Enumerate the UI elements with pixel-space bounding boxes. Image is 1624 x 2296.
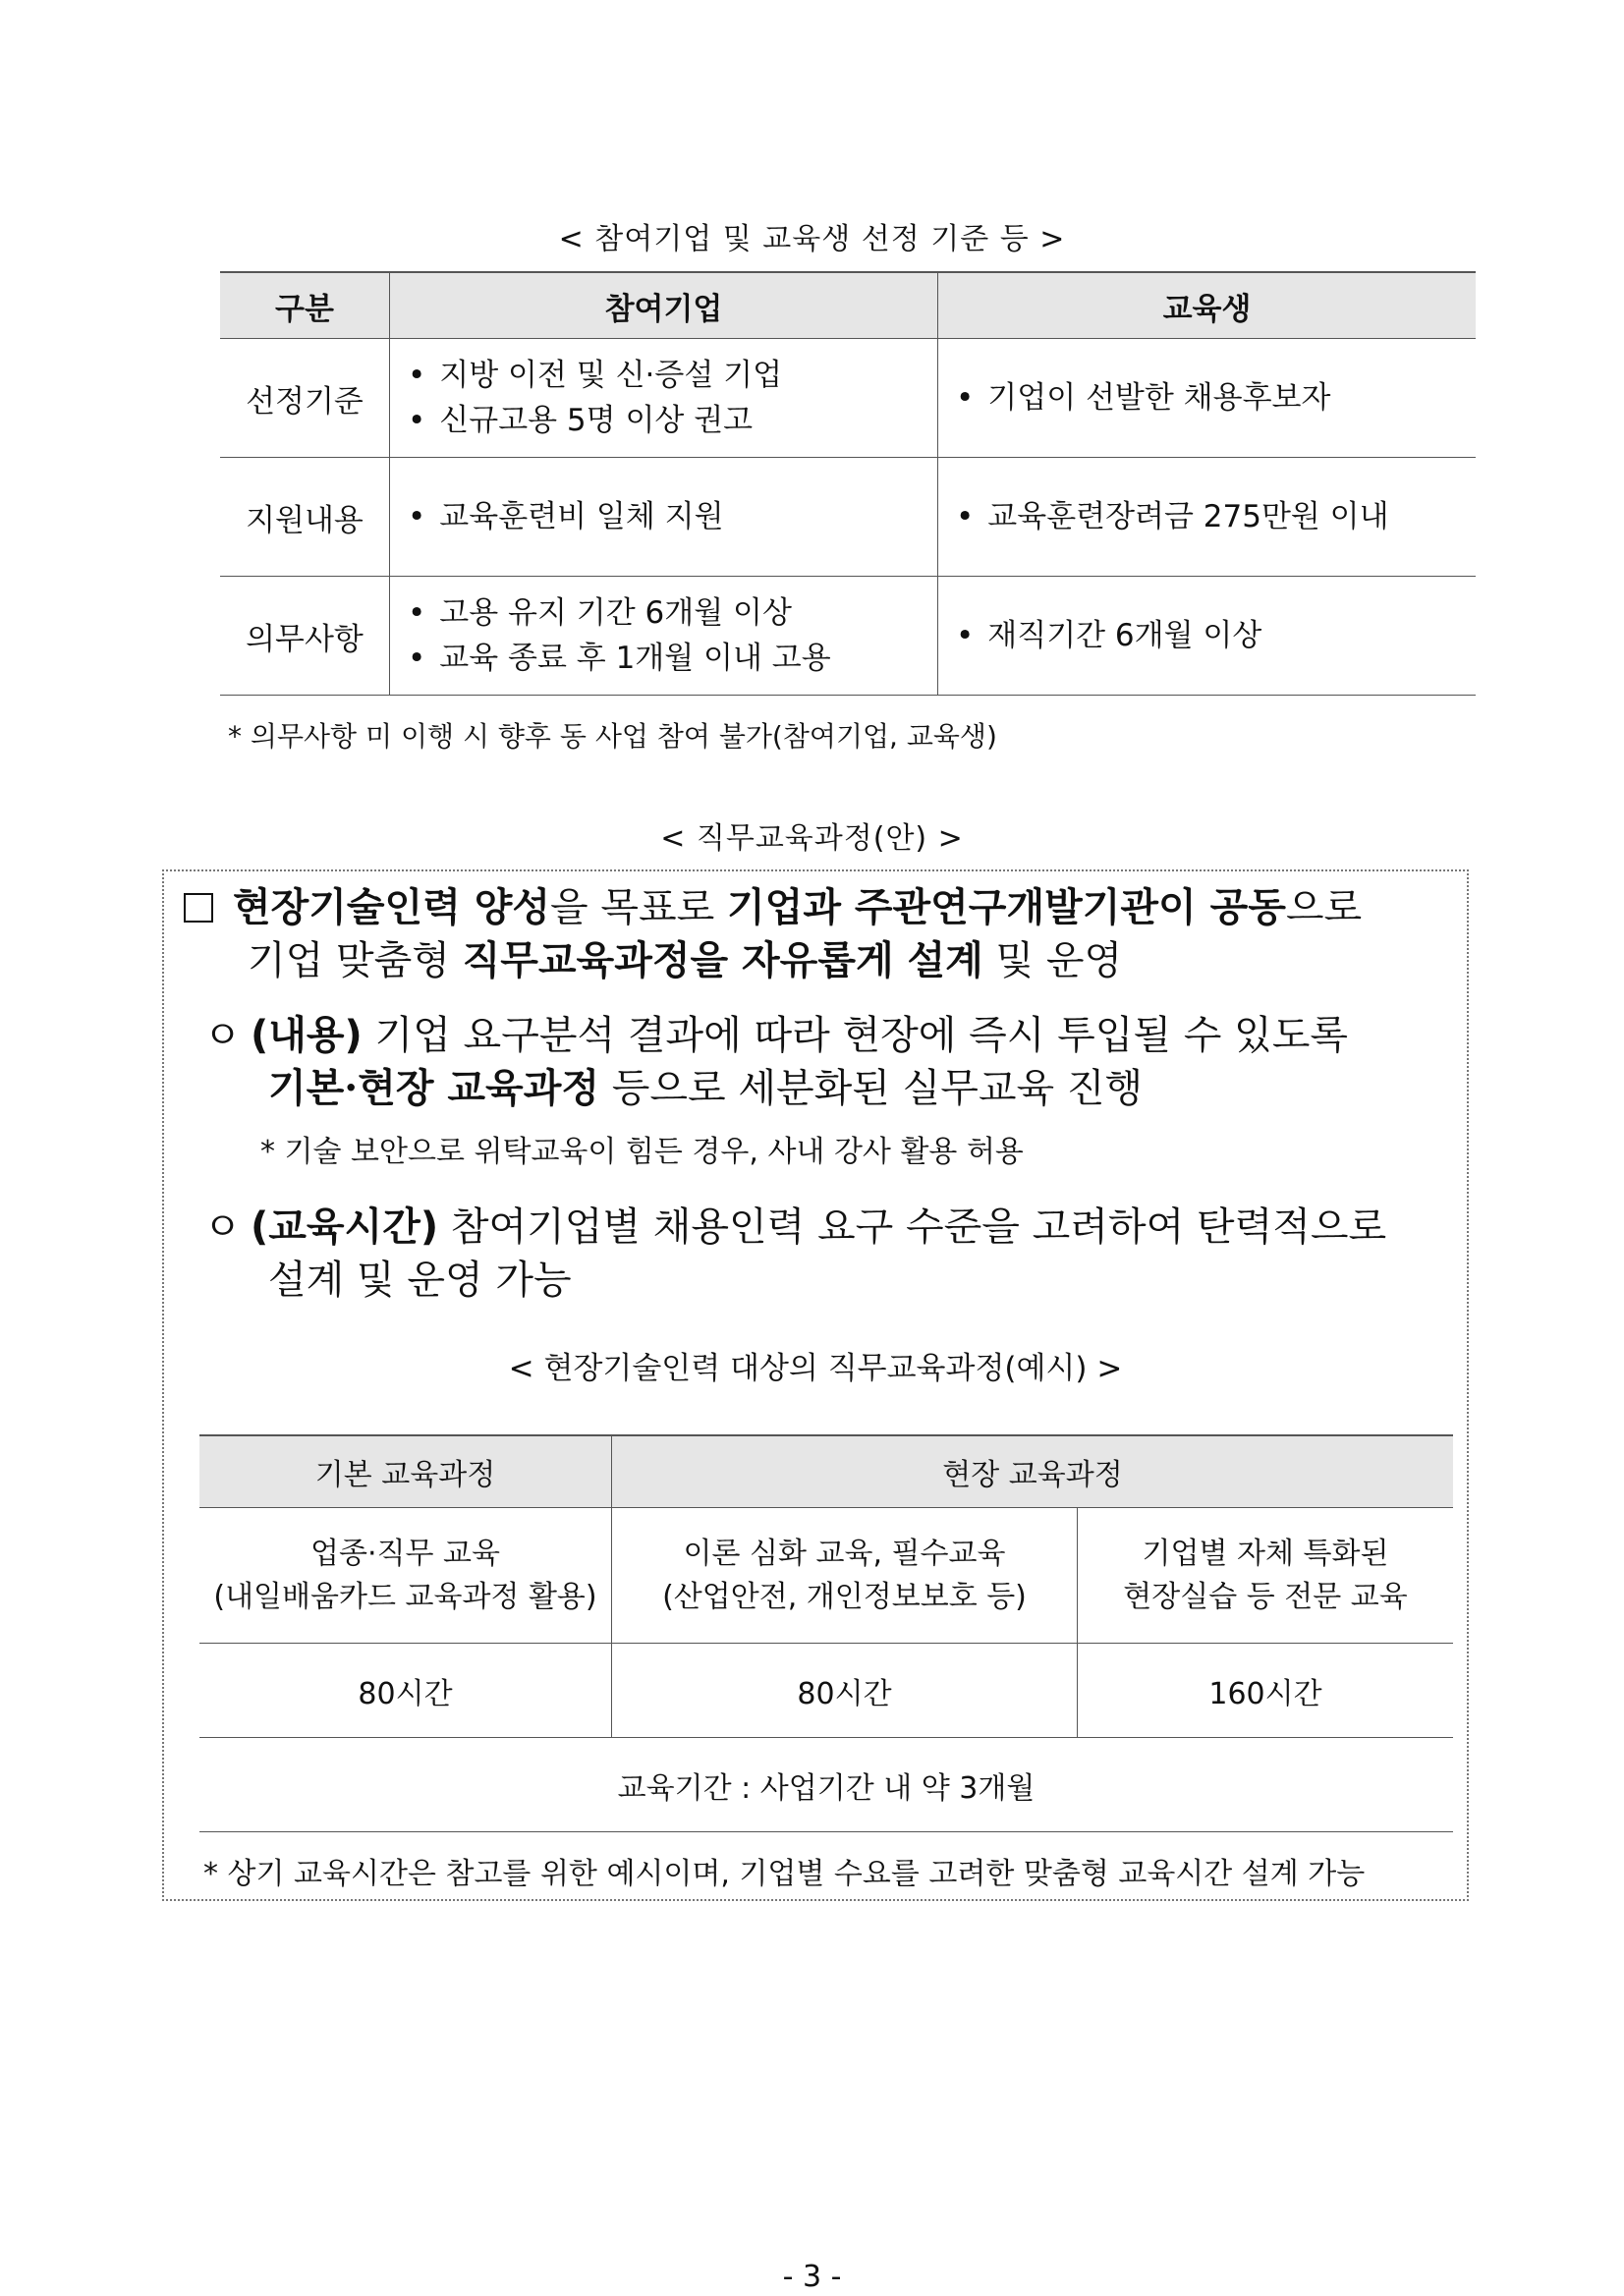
page-number: - 3 - — [782, 2260, 842, 2294]
table-row — [199, 1644, 1453, 1738]
content-bullet: ㅇ (내용) 기업 요구분석 결과에 따라 현장에 즉시 투입될 수 있도록 기본·현장 교육과정 등으로 세분화된 실무교육 진행 — [203, 1009, 1451, 1115]
selection-criteria-table — [220, 271, 1476, 696]
list-item: • 고용 유지 기간 6개월 이상 — [408, 590, 920, 636]
row-label: 의무사항 — [220, 577, 390, 696]
hours-bullet: ㅇ (교육시간) 참여기업별 채용인력 요구 수준을 고려하여 탄력적으로 설계 및 운영 가능 — [203, 1201, 1451, 1307]
content-cell: 업종·직무 교육 (내일배움카드 교육과정 활용) — [199, 1508, 612, 1644]
period-cell: 교육기간 : 사업기간 내 약 3개월 — [199, 1738, 1453, 1832]
table-row — [199, 1738, 1453, 1832]
header-basic: 기본 교육과정 — [199, 1435, 612, 1508]
course-box — [162, 869, 1469, 1901]
checkbox-square-icon — [184, 893, 213, 923]
circle-bullet-icon: ㅇ — [203, 1013, 242, 1058]
course-caption: < 직무교육과정(안) > — [660, 821, 964, 856]
header-trainee: 교육생 — [938, 272, 1477, 339]
trainee-cell — [938, 458, 1477, 577]
list-item: • 재직기간 6개월 이상 — [956, 613, 1458, 658]
table1-note: * 의무사항 미 이행 시 향후 동 사업 참여 불가(참여기업, 교육생) — [228, 720, 997, 753]
hours-cell: 80시간 — [199, 1644, 612, 1738]
company-cell — [390, 339, 938, 458]
list-item: • 기업이 선발한 채용후보자 — [956, 375, 1458, 420]
course-note: * 상기 교육시간은 참고를 위한 예시이며, 기업별 수요를 고려한 맞춤형 교육시간 설계 가능 — [203, 1857, 1366, 1891]
list-item: • 교육훈련비 일체 지원 — [408, 494, 920, 539]
row-label: 선정기준 — [220, 339, 390, 458]
company-cell — [390, 458, 938, 577]
header-field: 현장 교육과정 — [612, 1435, 1454, 1508]
list-item: • 신규고용 5명 이상 권고 — [408, 398, 920, 443]
security-note: * 기술 보안으로 위탁교육이 힘든 경우, 사내 강사 활용 허용 — [260, 1135, 1024, 1169]
course-example-table — [199, 1434, 1453, 1832]
header-category: 구분 — [220, 272, 390, 339]
table-row — [220, 577, 1476, 696]
circle-bullet-icon: ㅇ — [203, 1204, 242, 1250]
table1-caption: < 참여기업 및 교육생 선정 기준 등 > — [558, 222, 1066, 256]
list-item: • 교육 종료 후 1개월 이내 고용 — [408, 636, 920, 681]
content-cell: 이론 심화 교육, 필수교육 (산업안전, 개인정보보호 등) — [612, 1508, 1078, 1644]
table-row — [220, 339, 1476, 458]
table-row — [199, 1508, 1453, 1644]
table-row — [220, 458, 1476, 577]
table2-caption: < 현장기술인력 대상의 직무교육과정(예시) > — [508, 1351, 1123, 1386]
company-cell — [390, 577, 938, 696]
main-paragraph: 현장기술인력 양성을 목표로 기업과 주관연구개발기관이 공동으로 기업 맞춤형 직무교육과정을 자유롭게 설계 및 운영 — [184, 881, 1451, 987]
row-label: 지원내용 — [220, 458, 390, 577]
hours-cell: 80시간 — [612, 1644, 1078, 1738]
list-item: • 지방 이전 및 신·증설 기업 — [408, 353, 920, 398]
header-company: 참여기업 — [390, 272, 938, 339]
content-cell: 기업별 자체 특화된 현장실습 등 전문 교육 — [1078, 1508, 1454, 1644]
trainee-cell — [938, 577, 1477, 696]
list-item: • 교육훈련장려금 275만원 이내 — [956, 494, 1458, 539]
hours-cell: 160시간 — [1078, 1644, 1454, 1738]
trainee-cell — [938, 339, 1477, 458]
